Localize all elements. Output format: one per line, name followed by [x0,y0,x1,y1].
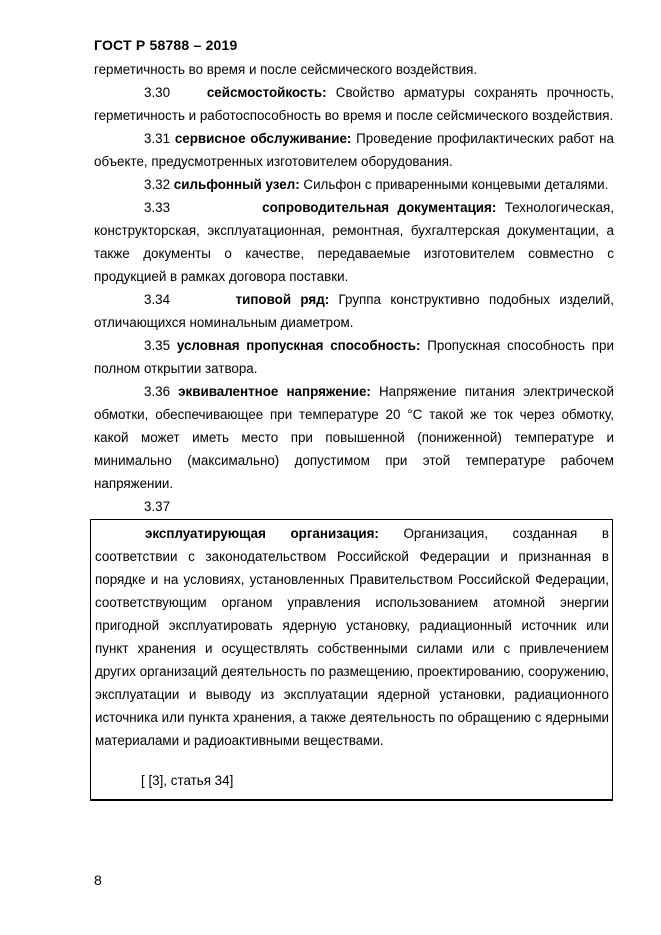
item-number: 3.30 [144,85,171,100]
term: сопроводительная документация: [262,200,497,215]
definition: Организация, созданная в соответствии с законодательством Российской Федерации и признанная в порядке и на условиях, установленных Правительством Российской Федерации, соответствующим органом управления использованием атомной энергии пригодной эксплуатировать ядерную установку, радиационный источник или пункт хранения и осуществлять собственными силами или с привлечением других организаций деятельность по размещению, проектированию, сооружению, эксплуатации и выводу из эксплуатации ядерной установки, радиационного источника или пункта хранения, а также деятельность по обращению с ядерными материалами и радиоактивными веществами. [95,526,609,748]
definition-3-37-box [90,519,613,801]
definition: Сильфон с приваренными концевыми деталями. [303,177,609,192]
item-number: 3.36 [144,384,171,399]
item-number: 3.31 [144,131,171,146]
item-number-3-37: 3.37 [144,499,171,514]
citation: [ [3], статья 34] [141,773,234,788]
continuation-text: герметичность во время и после сейсмического воздействия. [94,62,478,77]
definition-3-32 [94,173,614,196]
term: условная пропускная способность: [176,338,421,353]
document-header: ГОСТ Р 58788 – 2019 [94,37,238,53]
definition: Напряжение питания электрической обмотки, обеспечивающее при температуре 20 °С такой же ток через обмотку, какой может иметь место при повышенной (пониженной) температуре и минимально (максимально) допустимом при этой температуре рабочем напряжении. [94,384,614,491]
term: сейсмостойкость: [206,85,327,100]
item-number: 3.35 [144,338,171,353]
term: типовой ряд: [235,292,330,307]
item-number: 3.34 [144,292,171,307]
item-number: 3.32 [144,177,171,192]
definition: Пропускная способность при полном открытии затвора. [94,338,614,376]
term: сервисное обслуживание: [174,131,352,146]
definition-3-30 [94,81,614,127]
definition: Свойство арматуры сохранять прочность, герметичность и работоспособность во время и после сейсмического воздействия. [94,85,614,123]
definition: Технологическая, конструкторская, эксплуатационная, ремонтная, бухгалтерская документации, а также документы о качестве, передаваемые изготовителем совместно с продукцией в рамках договора поставки. [94,200,614,284]
definition: Проведение профилактических работ на объекте, предусмотренных изготовителем оборудования. [94,131,614,169]
definition-3-31 [94,127,614,173]
item-number: 3.33 [144,200,171,215]
term: эквивалентное напряжение: [178,384,371,399]
term: сильфонный узел: [173,177,300,192]
definition-3-36 [94,380,614,495]
term: эксплуатирующая организация: [145,526,379,541]
definition: Группа конструктивно подобных изделий, отличающихся номинальным диаметром. [94,292,614,330]
definition-3-37 [95,522,609,752]
definition-3-35 [94,334,614,380]
page-number: 8 [94,872,102,888]
definition-3-33 [94,196,614,288]
definition-3-34 [94,288,614,334]
